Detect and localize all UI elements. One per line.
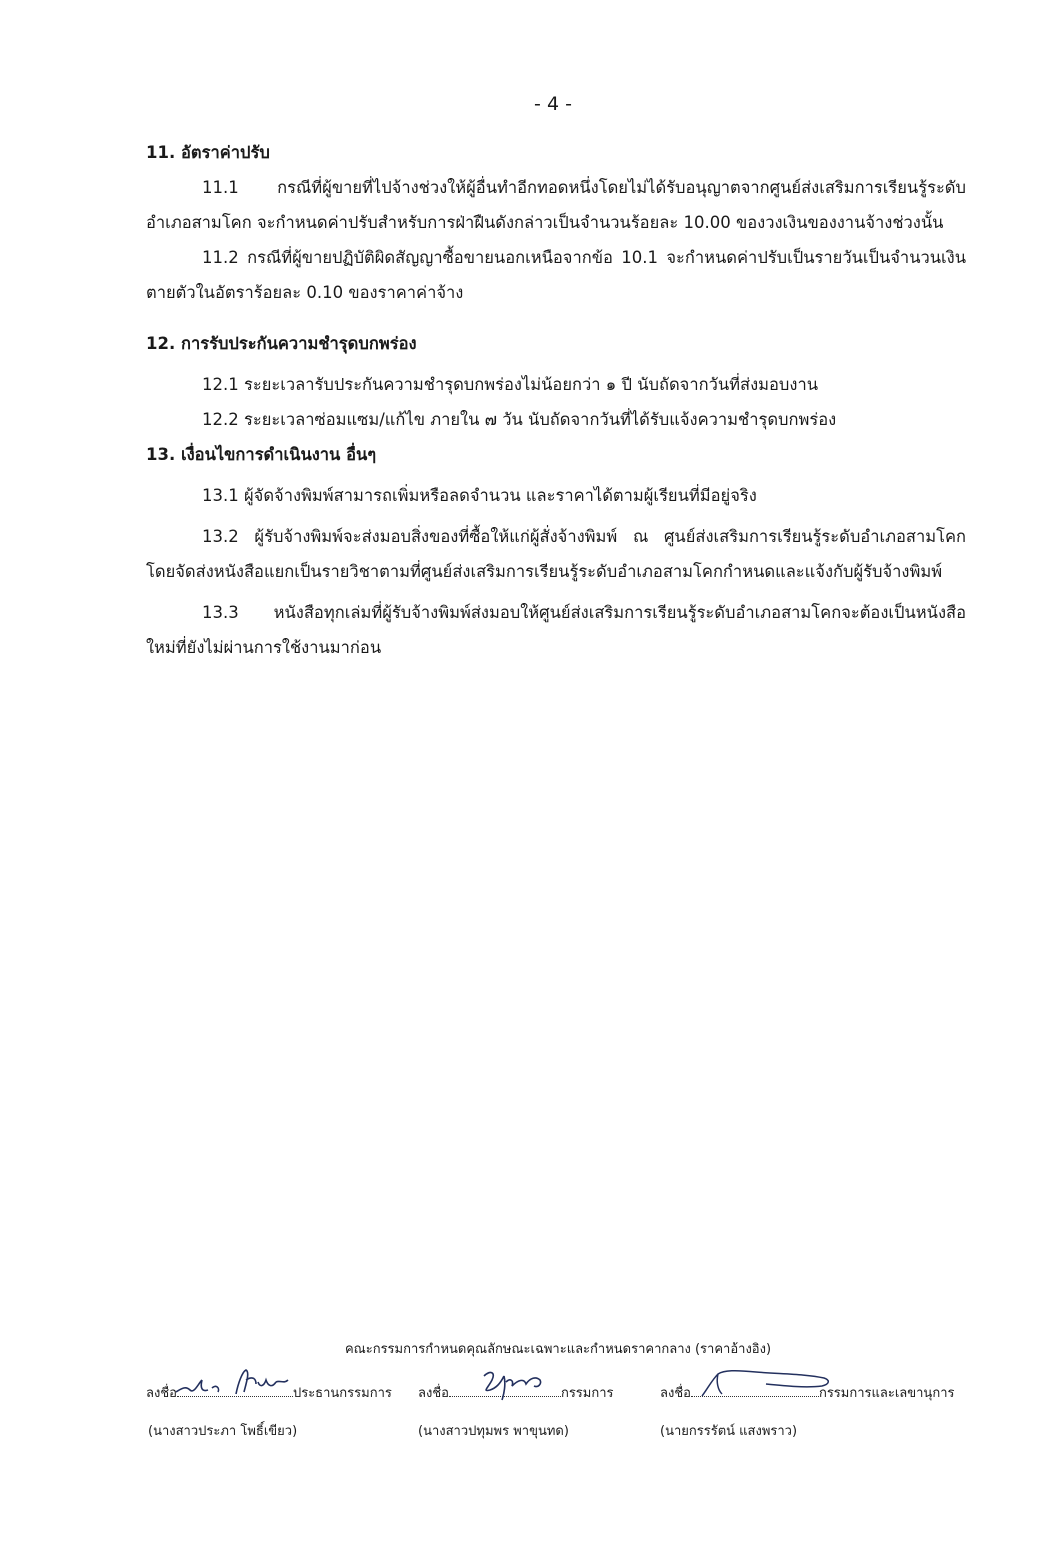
clause-12-2: 12.2 ระยะเวลาซ่อมแซม/แก้ไข ภายใน ๗ วัน นับถัดจากวันที่ได้รับแจ้งความชำรุดบกพร่อง [202,410,837,429]
signer-role: กรรมการ [560,1386,614,1401]
section-heading-13: 13. เงื่อนไขการดำเนินงาน อื่นๆ [146,445,377,464]
section-heading-11: 11. อัตราค่าปรับ [146,143,270,162]
clause-11-2: 11.2 กรณีที่ผู้ขายปฏิบัติผิดสัญญาซื้อขายนอกเหนือจากข้อ 10.1 จะกำหนดค่าปรับเป็นรายวันเป็นจำนวนเงินตายตัวในอัตราร้อยละ 0.10 ของราคาค่าจ้าง [146,248,966,302]
page-number: - 4 - [534,93,572,115]
signature-block-secretary [660,1382,954,1441]
signer-role: กรรมการและเลขานุการ [818,1386,955,1401]
clause-13-1: 13.1 ผู้จัดจ้างพิมพ์สามารถเพิ่มหรือลดจำนวน และราคาได้ตามผู้เรียนที่มีอยู่จริง [202,486,757,505]
sign-prefix: ลงชื่อ [146,1386,177,1401]
clause-13-2: 13.2 ผู้รับจ้างพิมพ์จะส่งมอบสิ่งของที่ซื้อให้แก่ผู้สั่งจ้างพิมพ์ ณ ศูนย์ส่งเสริมการเรียนรู้ระดับอำเภอสามโคก โดยจัดส่งหนังสือแยกเป็นรายวิชาตามที่ศูนย์ส่งเสริมการเรียนรู้ระดับอำเภอสามโคกกำหนดและแจ้งกับผู้รับจ้างพิมพ์ [146,527,966,581]
section-heading-12: 12. การรับประกันความชำรุดบกพร่อง [146,334,417,353]
signature-block-member [418,1382,614,1441]
clause-12-1: 12.1 ระยะเวลารับประกันความชำรุดบกพร่องไม่น้อยกว่า ๑ ปี นับถัดจากวันที่ส่งมอบงาน [202,375,819,394]
signer-role: ประธานกรรมการ [292,1386,392,1401]
signer-name: (นางสาวปทุมพร พาขุนทด) [418,1424,569,1439]
sign-prefix: ลงชื่อ [660,1386,691,1401]
signer-name: (นางสาวประภา โพธิ์เขียว) [148,1424,298,1439]
clause-13-3: 13.3 หนังสือทุกเล่มที่ผู้รับจ้างพิมพ์ส่งมอบให้ศูนย์ส่งเสริมการเรียนรู้ระดับอำเภอสามโคกจะต้องเป็นหนังสือใหม่ที่ยังไม่ผ่านการใช้งานมาก่อน [146,603,966,657]
signature-block-chair [146,1382,392,1441]
committee-title: คณะกรรมการกำหนดคุณลักษณะเฉพาะและกำหนดราคากลาง (ราคาอ้างอิง) [344,1342,772,1357]
clause-11-1: 11.1 กรณีที่ผู้ขายที่ไปจ้างช่วงให้ผู้อื่นทำอีกทอดหนึ่งโดยไม่ได้รับอนุญาตจากศูนย์ส่งเสริมการเรียนรู้ระดับอำเภอสามโคก จะกำหนดค่าปรับสำหรับการฝ่าฝืนดังกล่าวเป็นจำนวนร้อยละ 10.00 ของวงเงินของงานจ้างช่วงนั้น [146,178,966,232]
handwritten-signature-3 [696,1366,836,1400]
sign-prefix: ลงชื่อ [418,1386,449,1401]
handwritten-signature-2 [478,1366,558,1402]
handwritten-signature-1 [172,1366,302,1400]
signer-name: (นายกรรรัตน์ แสงพราว) [660,1424,798,1439]
document-body [146,135,966,665]
